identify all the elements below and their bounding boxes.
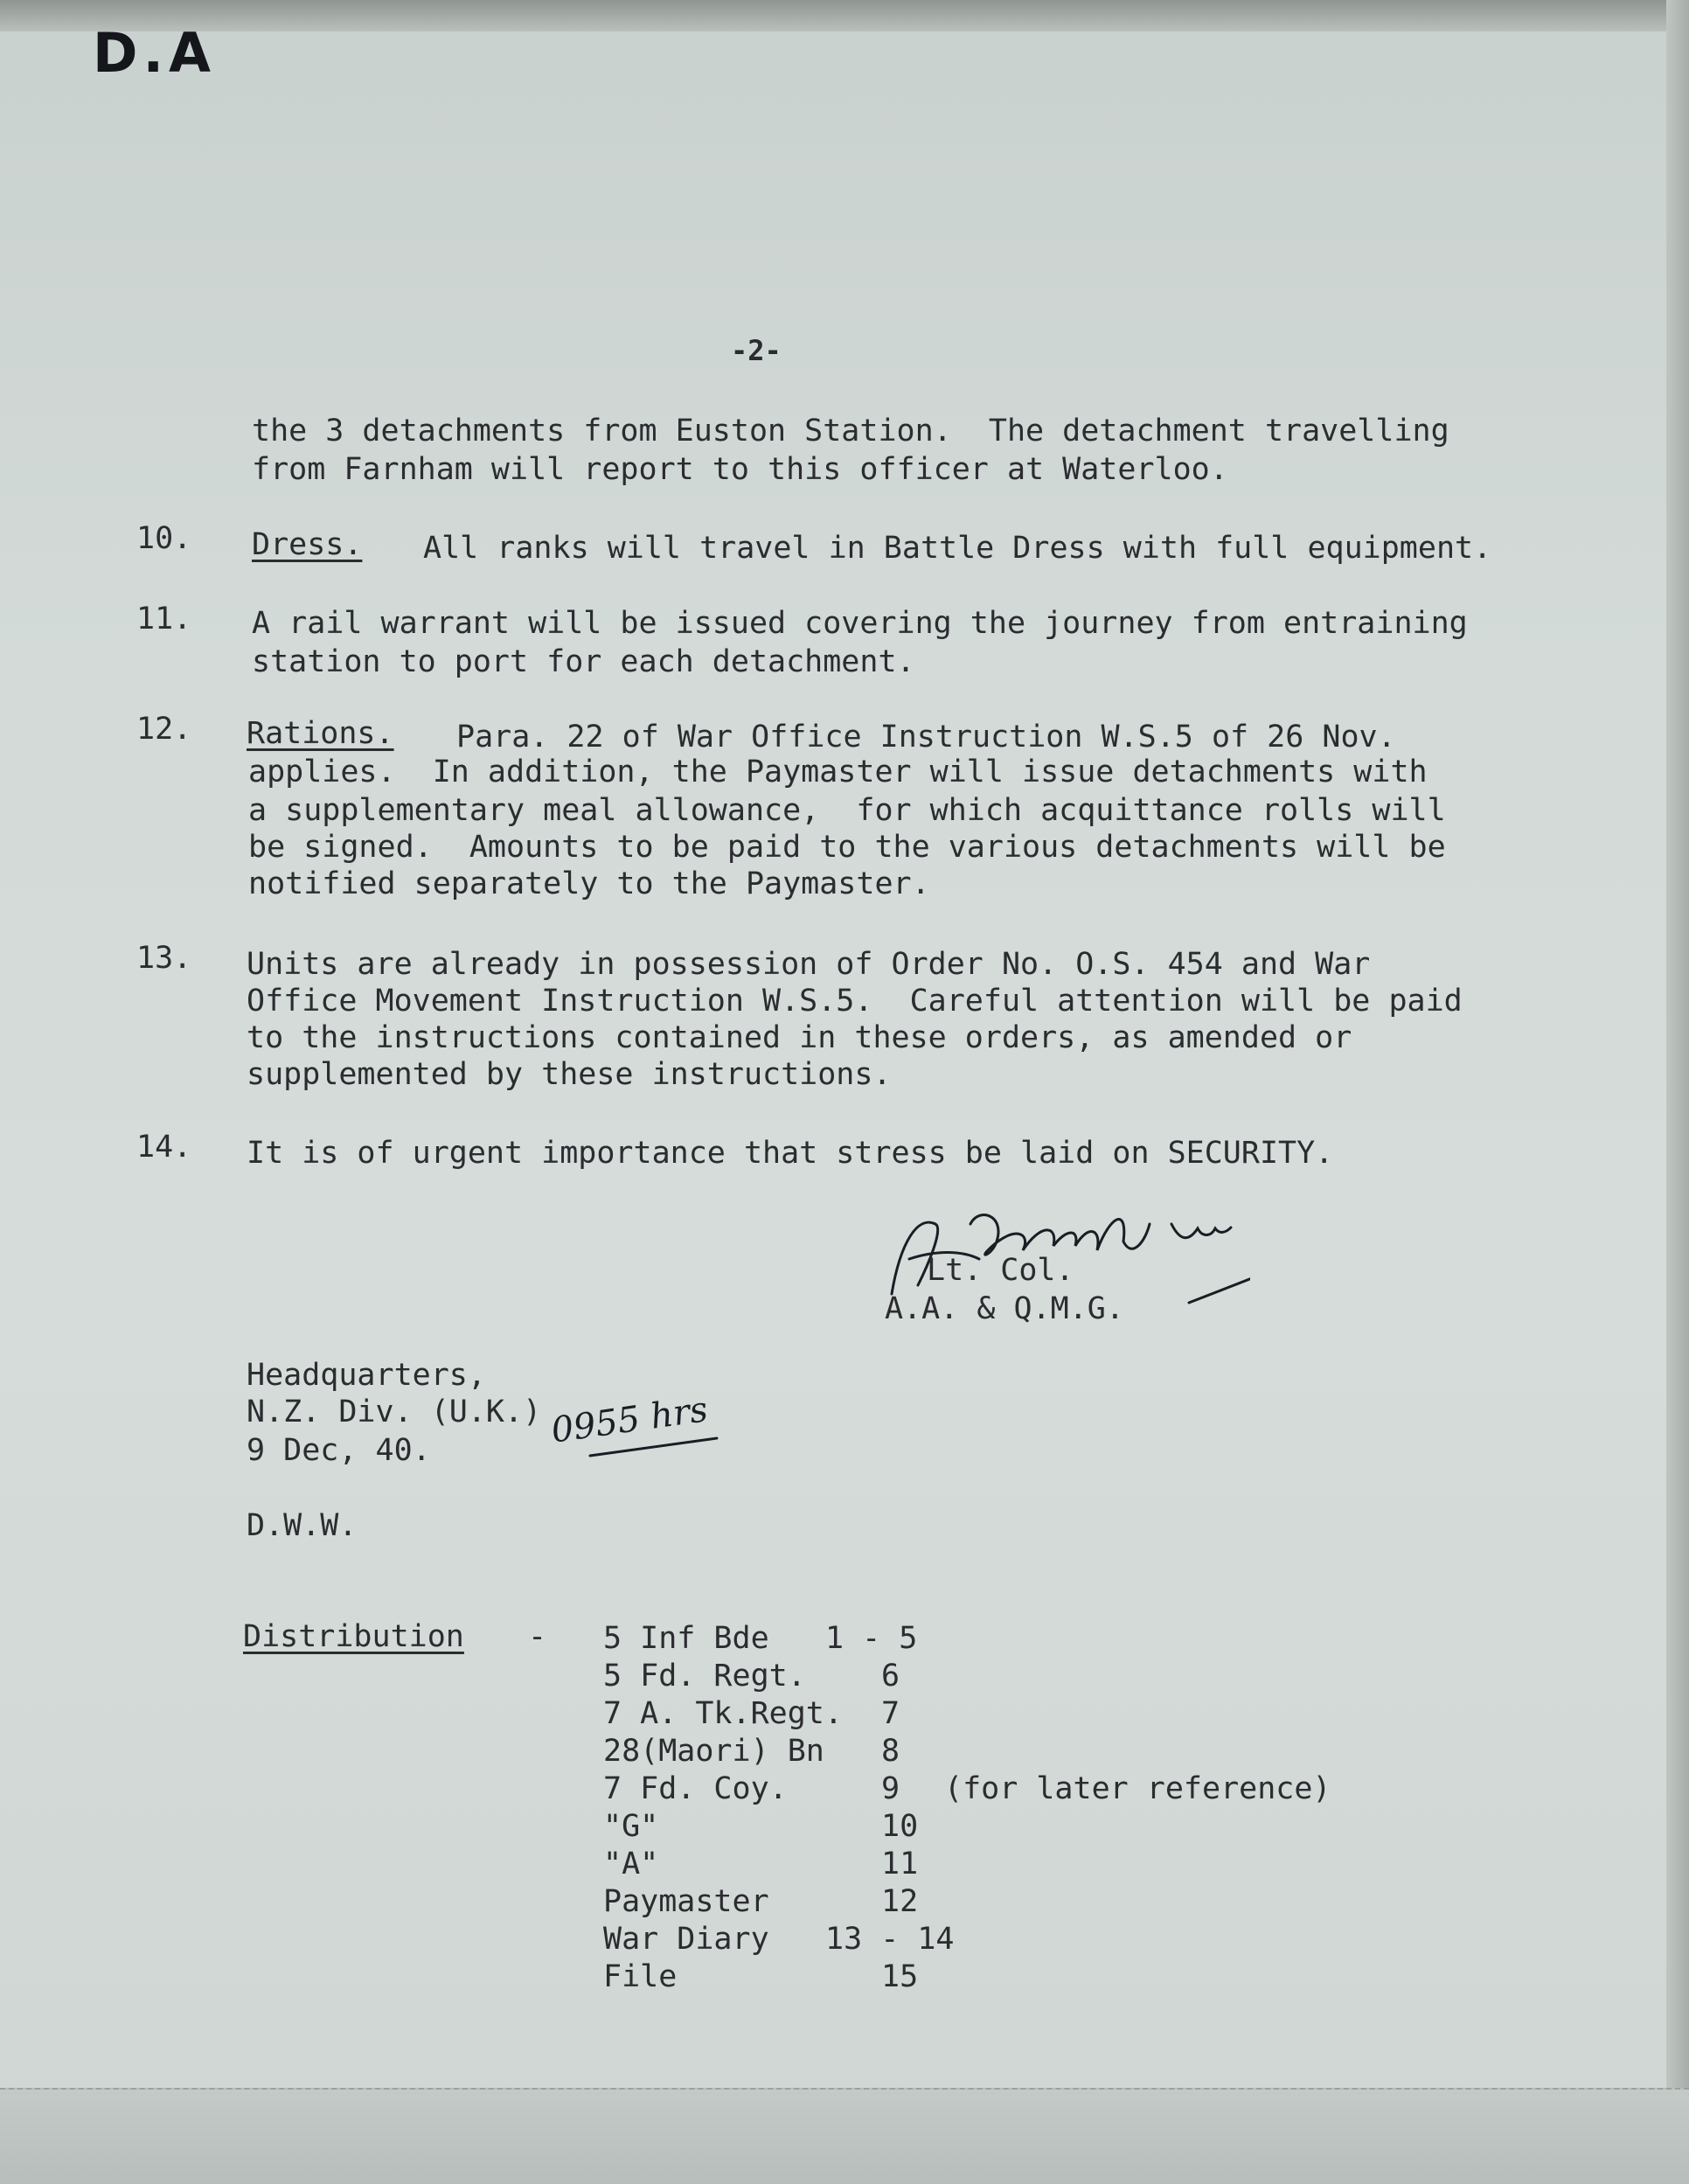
distribution-copies: 13 - 14: [825, 1922, 955, 1957]
distribution-unit: 7 Fd. Coy.: [603, 1771, 788, 1806]
paragraph-line: notified separately to the Paymaster.: [248, 866, 930, 901]
distribution-copies: 7: [881, 1696, 900, 1731]
distribution-unit: War Diary: [603, 1922, 769, 1957]
paragraph-line: It is of urgent importance that stress be laid on SECURITY.: [247, 1136, 1334, 1171]
paragraph-number: 11.: [136, 602, 192, 636]
paragraph-line: be signed. Amounts to be paid to the various detachments will be: [248, 830, 1446, 865]
continuation-line: from Farnham will report to this officer at Waterloo.: [252, 452, 1228, 487]
distribution-unit: Paymaster: [603, 1884, 769, 1919]
distribution-copies: 12: [881, 1884, 919, 1919]
distribution-copies: 8: [881, 1734, 900, 1769]
paragraph-number: 10.: [136, 521, 192, 556]
distribution-note: (for later reference): [944, 1771, 1331, 1806]
paragraph-line: Units are already in possession of Order No. O.S. 454 and War: [247, 947, 1371, 982]
handwritten-time: [548, 1381, 726, 1460]
signatory-title: A.A. & Q.M.G.: [885, 1291, 1124, 1326]
origin-date: 9 Dec, 40.: [247, 1433, 431, 1468]
paper-right-edge: [1666, 0, 1689, 2182]
signatory-rank: Lt. Col.: [927, 1253, 1074, 1288]
distribution-dash: -: [528, 1619, 547, 1654]
distribution-unit: File: [603, 1959, 678, 1994]
paragraph-heading: Dress.: [252, 527, 363, 562]
paragraph-heading: Rations.: [247, 716, 394, 751]
page-number: -2-: [731, 334, 782, 367]
distribution-unit: "A": [603, 1847, 659, 1881]
typist-initials: D.W.W.: [247, 1508, 358, 1543]
paragraph-number: 14.: [136, 1130, 192, 1165]
paragraph-number: 13.: [136, 941, 192, 976]
distribution-unit: "G": [603, 1809, 659, 1844]
distribution-copies: 11: [881, 1847, 919, 1881]
distribution-unit: 7 A. Tk.Regt.: [603, 1696, 843, 1731]
paragraph-number: 12.: [136, 712, 192, 747]
handwritten-time-text: 0955 hrs: [548, 1389, 711, 1451]
distribution-copies: 15: [881, 1959, 919, 1994]
paragraph-line: station to port for each detachment.: [252, 644, 915, 679]
paragraph-line: A rail warrant will be issued covering the journey from entraining: [252, 606, 1468, 641]
distribution-unit: 28(Maori) Bn: [603, 1734, 824, 1769]
distribution-unit: 5 Fd. Regt.: [603, 1659, 806, 1694]
distribution-unit: 5 Inf Bde: [603, 1621, 769, 1656]
origin-division: N.Z. Div. (U.K.): [247, 1395, 542, 1429]
paper-bottom-edge: [0, 2088, 1689, 2184]
distribution-copies: 1 - 5: [825, 1621, 918, 1656]
paragraph-line: to the instructions contained in these orders, as amended or: [247, 1020, 1352, 1055]
paragraph-line: applies. In addition, the Paymaster will issue detachments with: [248, 755, 1428, 789]
handwritten-mark: D.A: [93, 21, 217, 85]
paragraph-line: Para. 22 of War Office Instruction W.S.5 of 26 Nov.: [456, 720, 1396, 755]
paper-top-edge: [0, 0, 1689, 31]
paragraph-line: a supplementary meal allowance, for which acquittance rolls will: [248, 793, 1446, 828]
continuation-line: the 3 detachments from Euston Station. The detachment travelling: [252, 414, 1449, 449]
origin-headquarters: Headquarters,: [247, 1358, 486, 1393]
distribution-copies: 6: [881, 1659, 900, 1694]
distribution-label: Distribution: [243, 1619, 464, 1654]
distribution-copies: 9: [881, 1771, 900, 1806]
distribution-copies: 10: [881, 1809, 919, 1844]
paragraph-line: Office Movement Instruction W.S.5. Careful attention will be paid: [247, 984, 1463, 1019]
paragraph-line: supplemented by these instructions.: [247, 1057, 892, 1092]
handwritten-time-underline: [586, 1434, 761, 1460]
paragraph-line: All ranks will travel in Battle Dress with full equipment.: [423, 531, 1492, 566]
